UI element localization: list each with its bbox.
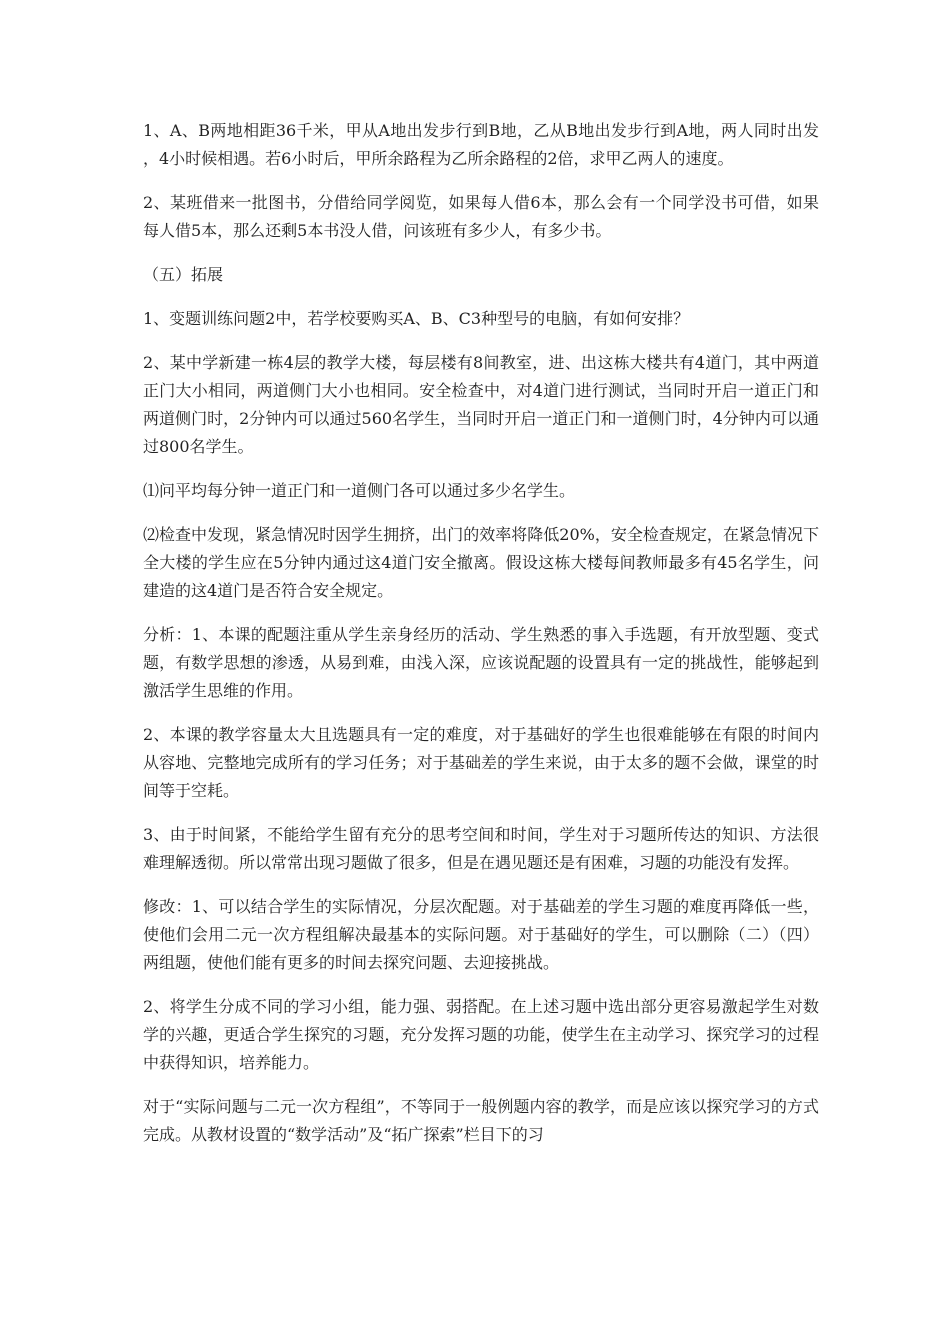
section-heading-extension: （五）拓展 [143,265,224,284]
paragraph-analysis-2: 2、本课的教学容量太大且选题具有一定的难度，对于基础好的学生也很难能够在有限的时间内从容地、完整地完成所有的学习任务；对于基础差的学生来说，由于太多的题不会做，课堂的时间等于空耗。 [143,725,819,800]
paragraph-analysis-1: 分析：1、本课的配题注重从学生亲身经历的活动、学生熟悉的事入手选题，有开放型题、变式题，有数学思想的渗透，从易到难，由浅入深，应该说配题的设置具有一定的挑战性，能够起到激活学生思维的作用。 [143,625,819,700]
paragraph-subquestion-1: ⑴问平均每分钟一道正门和一道侧门各可以通过多少名学生。 [143,481,576,500]
paragraph-analysis-3: 3、由于时间紧，不能给学生留有充分的思考空间和时间，学生对于习题所传达的知识、方法很难理解透彻。所以常常出现习题做了很多，但是在遇见题还是有困难，习题的功能没有发挥。 [143,825,819,872]
document-body [143,117,819,1165]
paragraph-revision-2: 2、将学生分成不同的学习小组，能力强、弱搭配。在上述习题中选出部分更容易激起学生对数学的兴趣，更适合学生探究的习题，充分发挥习题的功能，使学生在主动学习、探究学习的过程中获得知识，培养能力。 [143,997,819,1072]
paragraph-extension-2: 2、某中学新建一栋4层的教学大楼，每层楼有8间教室，进、出这栋大楼共有4道门，其中两道正门大小相同，两道侧门大小也相同。安全检查中，对4道门进行测试，当同时开启一道正门和两道侧门时，2分钟内可以通过560名学生，当同时开启一道正门和一道侧门时，4分钟内可以通过800名学生。 [143,353,819,456]
paragraph-extension-1: 1、变题训练问题2中，若学校要购买A、B、C3种型号的电脑，有如何安排？ [143,309,690,328]
paragraph-problem-1: 1、A、B两地相距36千米，甲从A地出发步行到B地，乙从B地出发步行到A地，两人同时出发，4小时候相遇。若6小时后，甲所余路程为乙所余路程的2倍，求甲乙两人的速度。 [143,121,819,168]
paragraph-revision-1: 修改：1、可以结合学生的实际情况，分层次配题。对于基础差的学生习题的难度再降低一些，使他们会用二元一次方程组解决最基本的实际问题。对于基础好的学生，可以删除（二）（四）两组题，使他们能有更多的时间去探究问题、去迎接挑战。 [143,897,819,972]
paragraph-problem-2: 2、某班借来一批图书，分借给同学阅览，如果每人借6本，那么会有一个同学没书可借，如果每人借5本，那么还剩5本书没人借，问该班有多少人，有多少书。 [143,193,819,240]
paragraph-conclusion: 对于“实际问题与二元一次方程组”，不等同于一般例题内容的教学，而是应该以探究学习的方式完成。从教材设置的“数学活动”及“拓广探索”栏目下的习 [143,1097,819,1144]
paragraph-subquestion-2: ⑵检查中发现，紧急情况时因学生拥挤，出门的效率将降低20%，安全检查规定，在紧急情况下全大楼的学生应在5分钟内通过这4道门安全撤离。假设这栋大楼每间教师最多有45名学生，问建造的这4道门是否符合安全规定。 [143,525,819,600]
